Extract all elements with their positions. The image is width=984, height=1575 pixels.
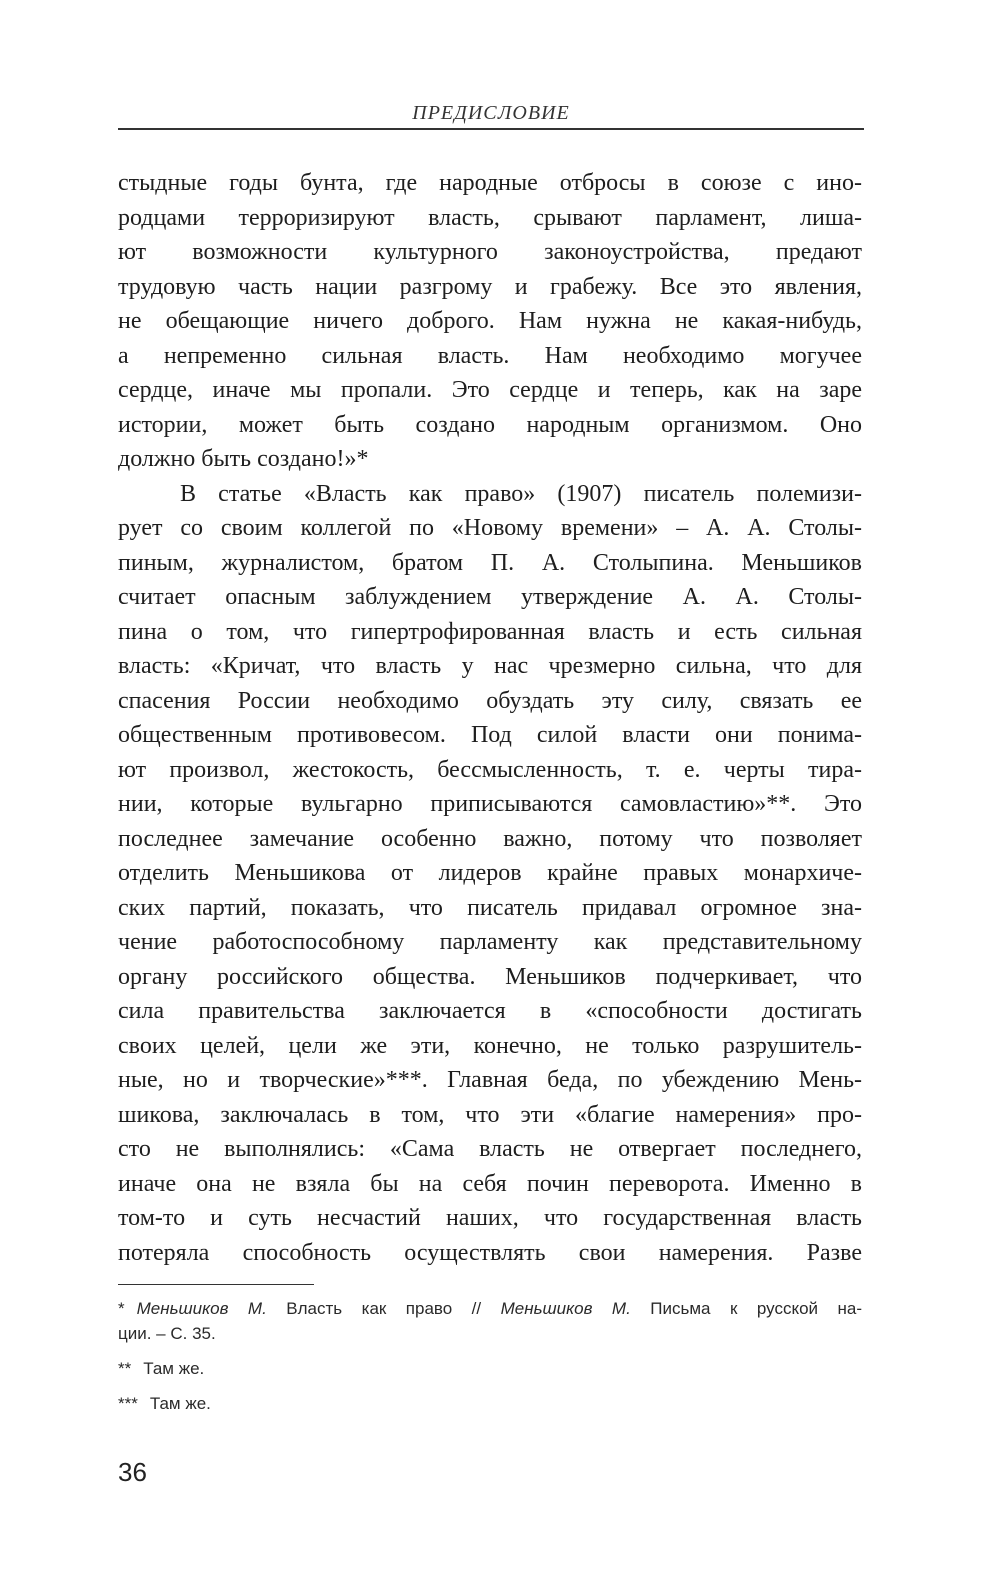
footnote-author: Меньшиков М. bbox=[500, 1299, 631, 1318]
running-head: ПРЕДИСЛОВИЕ bbox=[412, 102, 570, 124]
footnote-title: Власть как право // bbox=[266, 1299, 501, 1318]
footnote-marker: *** bbox=[118, 1394, 138, 1413]
footnote-text: Там же. bbox=[149, 1394, 211, 1413]
footnote-marker: * bbox=[118, 1299, 125, 1318]
text-line: спасения России необходимо обуздать эту силу, связать ее bbox=[118, 687, 862, 714]
footnote-rule bbox=[118, 1284, 314, 1285]
text-line: ских партий, показать, что писатель придавал огромное зна- bbox=[118, 894, 862, 921]
body-text bbox=[118, 166, 862, 1270]
text-line: сердце, иначе мы пропали. Это сердце и теперь, как на заре bbox=[118, 377, 862, 403]
text-line: последнее замечание особенно важно, потому что позволяет bbox=[118, 825, 862, 852]
text-line: потеряла способность осуществлять свои намерения. Разве bbox=[118, 1239, 862, 1266]
text-line: том-то и суть несчастий наших, что государственная власть bbox=[118, 1205, 862, 1231]
footnote-3 bbox=[118, 1391, 862, 1416]
text-line: отделить Меньшикова от лидеров крайне правых монархиче- bbox=[118, 860, 862, 886]
footnote-1 bbox=[118, 1296, 862, 1348]
text-line: шикова, заключалась в том, что эти «благие намерения» про- bbox=[118, 1101, 862, 1128]
footnote-1-line-1 bbox=[118, 1296, 862, 1321]
text-line: В статье «Власть как право» (1907) писатель полемизи- bbox=[180, 480, 862, 507]
text-line: власть: «Кричат, что власть у нас чрезмерно сильна, что для bbox=[118, 653, 862, 679]
page-number: 36 bbox=[118, 1457, 147, 1487]
text-line: трудовую часть нации разгрому и грабежу. Все это явления, bbox=[118, 273, 862, 300]
text-line: стыдные годы бунта, где народные отбросы в союзе с ино- bbox=[118, 170, 862, 196]
header-rule bbox=[118, 128, 864, 130]
footnote-1-line-2: ции. – С. 35. bbox=[118, 1324, 216, 1343]
footnote-text: Там же. bbox=[143, 1359, 205, 1378]
footnotes bbox=[118, 1296, 862, 1416]
text-line: ные, но и творческие»***. Главная беда, по убеждению Мень- bbox=[118, 1067, 862, 1093]
text-line: рует со своим коллегой по «Новому времени» – А. А. Столы- bbox=[118, 515, 862, 541]
text-line: чение работоспособному парламенту как представительному bbox=[118, 929, 862, 955]
text-line: нии, которые вульгарно приписываются самовластию»**. Это bbox=[118, 791, 862, 817]
text-line: истории, может быть создано народным организмом. Оно bbox=[118, 411, 862, 438]
footnote-source: Письма к русской на- bbox=[630, 1299, 863, 1318]
footnote-author: Меньшиков М. bbox=[136, 1299, 267, 1318]
text-line: иначе она не взяла бы на себя почин переворота. Именно в bbox=[118, 1170, 862, 1197]
text-line: родцами терроризируют власть, срывают парламент, лиша- bbox=[118, 204, 862, 231]
text-line: сто не выполнялись: «Сама власть не отвергает последнего, bbox=[118, 1136, 862, 1162]
text-line: общественным противовесом. Под силой власти они понима- bbox=[118, 722, 862, 748]
footnote-2 bbox=[118, 1356, 862, 1381]
text-line: а непременно сильная власть. Нам необходимо могучее bbox=[118, 342, 862, 369]
footnote-marker: ** bbox=[118, 1359, 132, 1378]
text-line: органу российского общества. Меньшиков подчеркивает, что bbox=[118, 963, 862, 990]
text-line: сила правительства заключается в «способности достигать bbox=[118, 998, 862, 1024]
text-line: считает опасным заблуждением утверждение А. А. Столы- bbox=[118, 584, 862, 610]
text-line: пиным, журналистом, братом П. А. Столыпина. Меньшиков bbox=[118, 549, 862, 576]
text-line: пина о том, что гипертрофированная власть и есть сильная bbox=[118, 618, 862, 645]
text-line: должно быть создано!»* bbox=[118, 446, 369, 472]
text-line: не обещающие ничего доброго. Нам нужна не какая-нибудь, bbox=[118, 308, 862, 334]
text-line: ют возможности культурного законоустройства, предают bbox=[118, 239, 862, 265]
text-line: ют произвол, жестокость, бессмысленность, т. е. черты тира- bbox=[118, 756, 862, 783]
text-line: своих целей, цели же эти, конечно, не только разрушитель- bbox=[118, 1032, 862, 1059]
